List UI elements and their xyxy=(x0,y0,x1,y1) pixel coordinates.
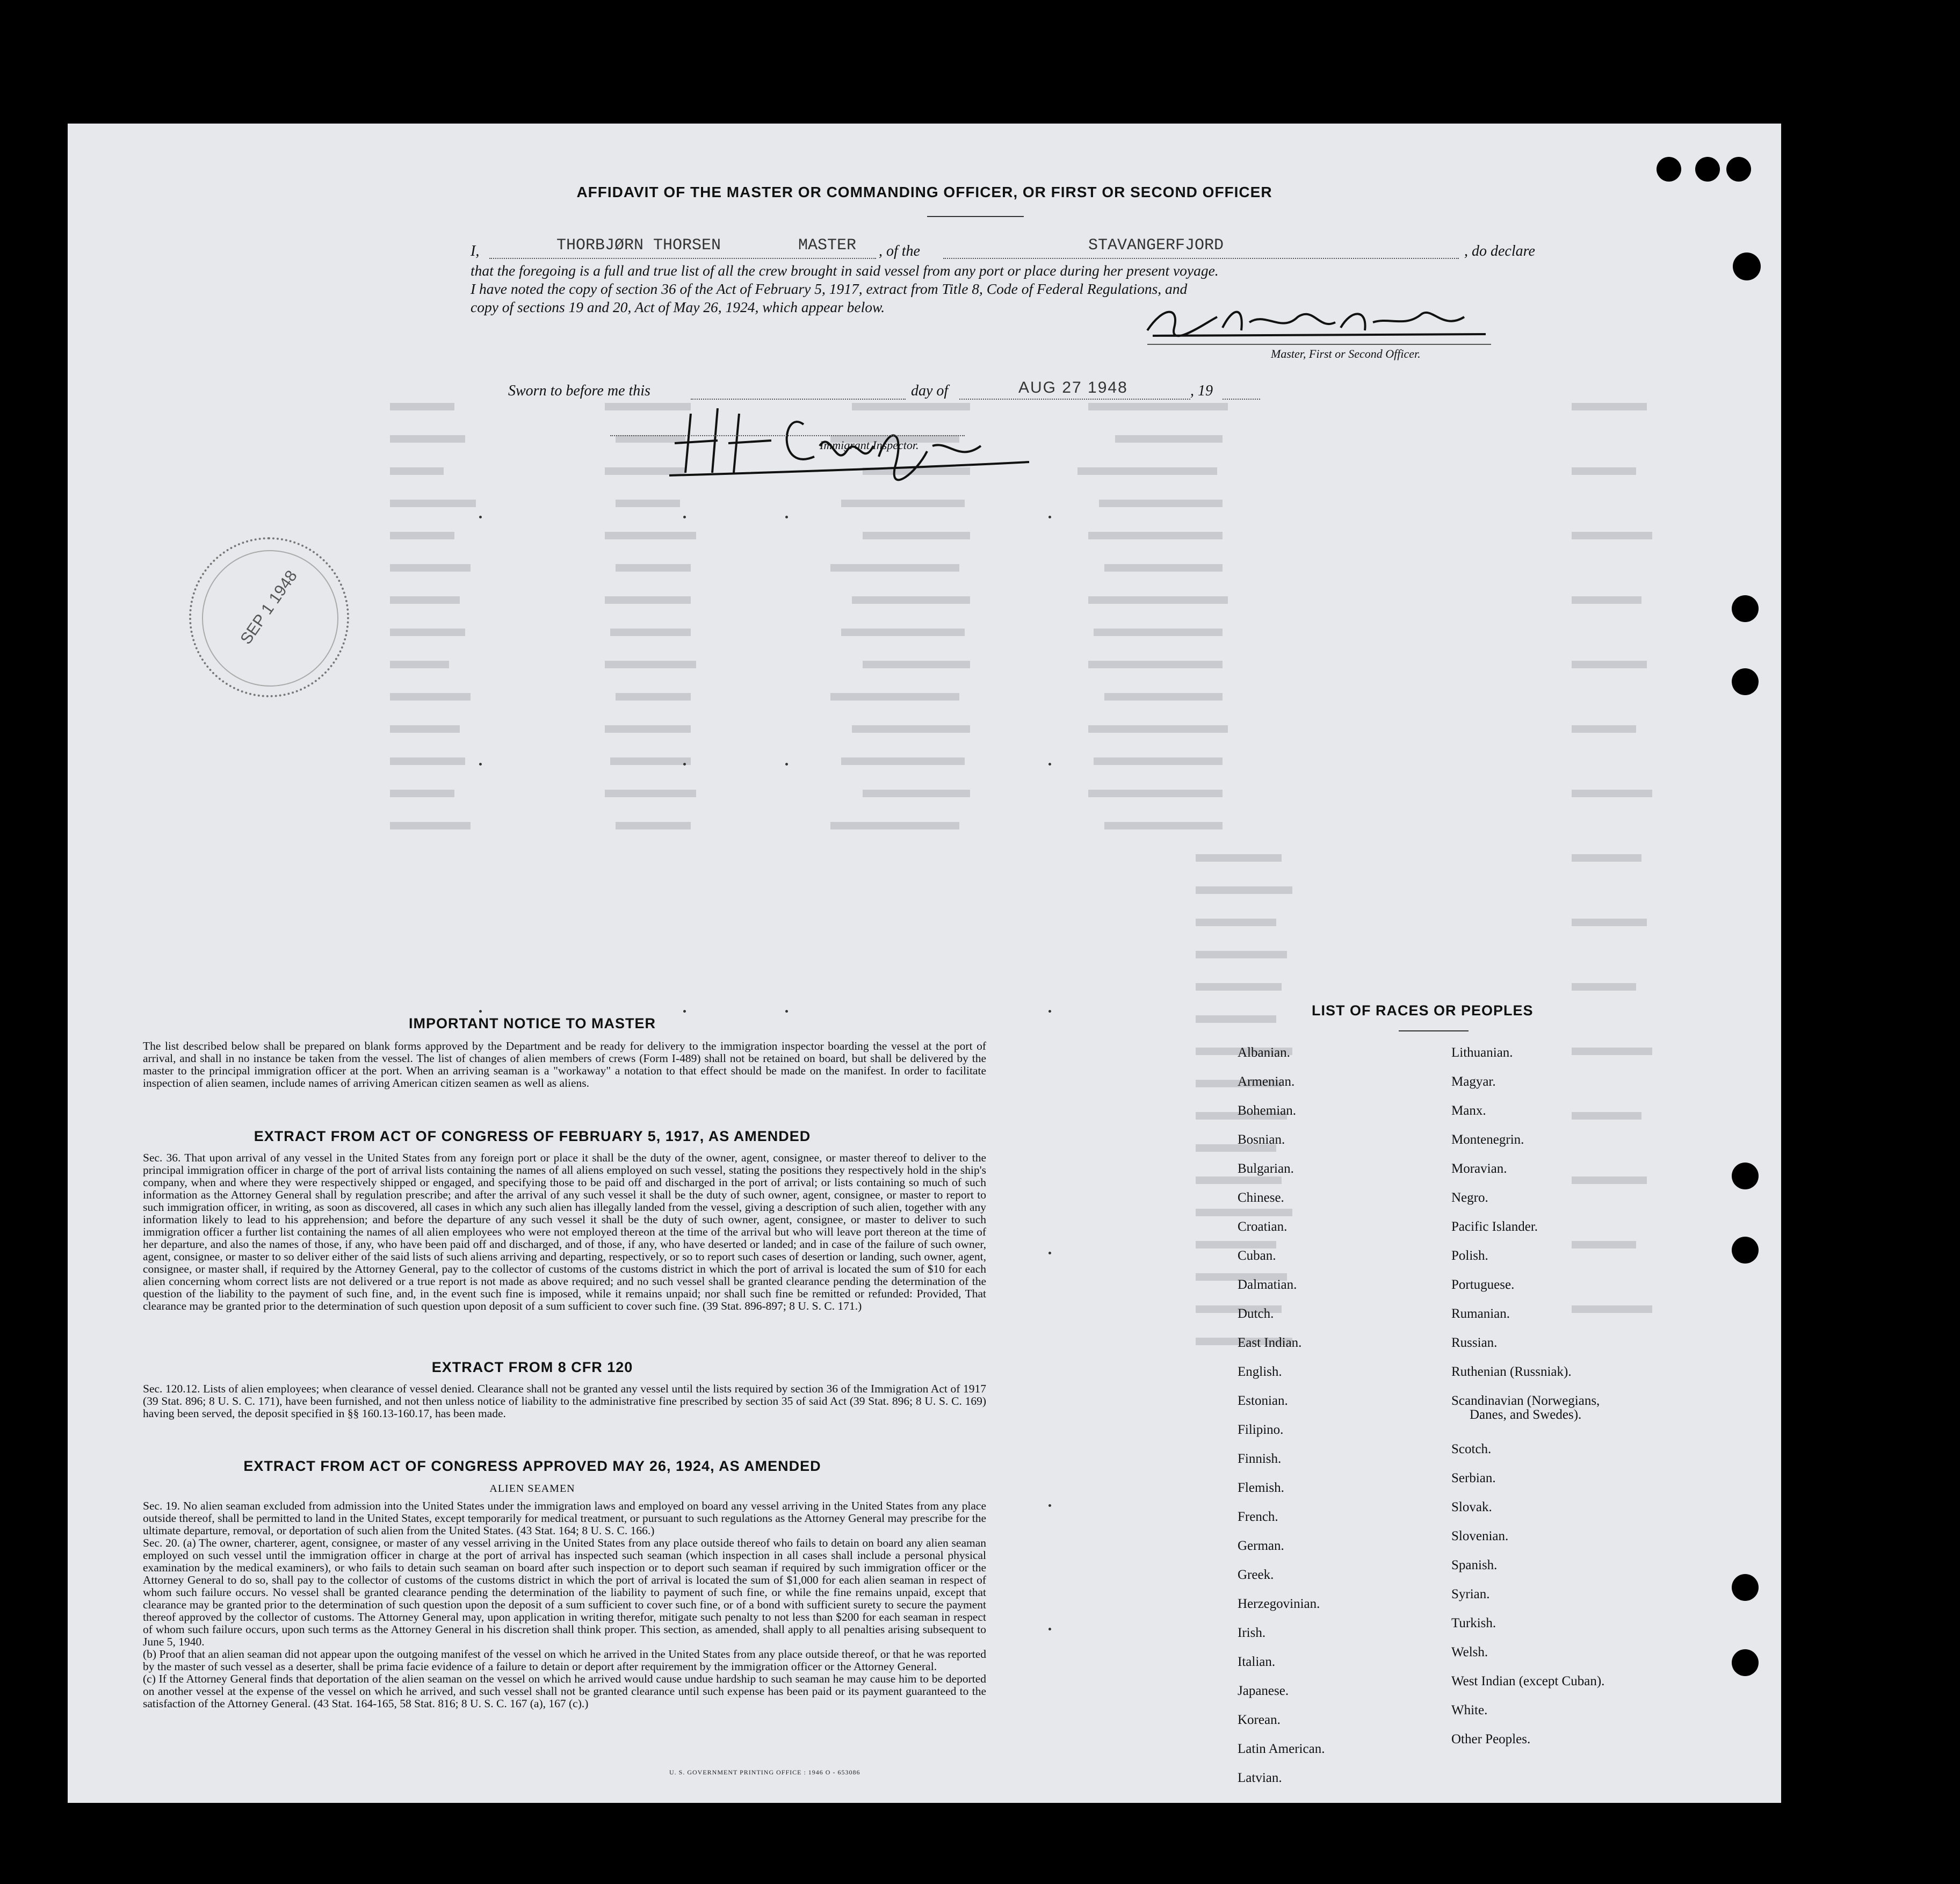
punch-hole xyxy=(1733,252,1761,280)
race-item: Spanish. xyxy=(1451,1558,1498,1572)
race-item: Turkish. xyxy=(1451,1616,1496,1630)
punch-hole xyxy=(1726,157,1751,182)
notice-text: The list described below shall be prepared on blank forms approved by the Department and be ready for delivery to the immigration inspector boarding the vessel at the port of arrival, and shall in no instance be taken from the vessel. The list of changes of alien members of crews (Form I-489) shall not be retained on board, but shall be delivered by the master to the principal immigration officer at the port. When an arriving seaman is a "workaway" a notation to that effect should be made on the manifest. In order to facilitate inspection of alien seamen, include names of arriving American citizen seamen as well as aliens. xyxy=(143,1040,986,1089)
ditto-mark xyxy=(1048,516,1051,518)
race-item: Russian. xyxy=(1451,1336,1498,1350)
of-the-label: , of the xyxy=(879,243,920,259)
race-item: West Indian (except Cuban). xyxy=(1451,1674,1605,1688)
ditto-mark xyxy=(785,516,788,518)
race-item: Rumanian. xyxy=(1451,1306,1510,1321)
sec-20b: (b) Proof that an alien seaman did not appear upon the outgoing manifest of the vessel on which he arrived in the United States from any place outside thereof, or that he was reported by the master of such vessel as a deserter, shall be prima facie evidence of a failure to detain or deport after requirement by the immigration officer or the Attorney General. xyxy=(143,1648,986,1673)
printing-office-footer: U. S. GOVERNMENT PRINTING OFFICE : 1946 O - 653086 xyxy=(669,1768,860,1776)
race-item: Portuguese. xyxy=(1451,1277,1515,1292)
race-item: Bohemian. xyxy=(1238,1103,1297,1118)
race-item: Polish. xyxy=(1451,1248,1488,1263)
extract-1917-text: Sec. 36. That upon arrival of any vessel in the United States from any foreign port or place it shall be the duty of the owner, agent, consignee, or master thereof to deliver to the principal immigration officer in charge of the port of arrival lists containing the names of all aliens employed on such vessel, stating the positions they respectively hold in the ship's company, when and where they were respectively shipped or engaged, and specifying those to be paid off and discharged in the port of arrival; or lists containing so much of such information as the Attorney General shall by regulation prescribe; and after the arrival of any such vessel it shall be the duty of such owner, agent, consignee, or master to report to such immigration officer, in writing, as soon as discovered, all cases in which any such alien has illegally landed from the vessel, giving a description of such alien, together with any information likely to lead to his apprehension; and before the departure of any such vessel it shall be the duty of such owner, agent, consignee, or master to deliver to such immigration officer a further list containing the names of all alien employees who were not employed thereon at the time of the arrival but who will leave port thereon at the time of her departure, and also the names of those, if any, who have been paid off and discharged, and of those, if any, who have deserted or landed; and in case of the failure of such owner, agent, consignee, or master to so deliver either of the said lists of such aliens arriving and departing, respectively, or so to report such cases of desertion or landing, such owner, agent, consignee, or master shall, if required by the Attorney General, pay to the collector of customs of the customs district in which the port of arrival is located the sum of $10 for each alien concerning whom correct lists are not delivered or a true report is not made as above required; and no such vessel shall be granted clearance pending the determination of the question of the liability to the payment of such fine, and, in the event such fine is imposed, while it remains unpaid; nor shall such fine be remitted or refunded: Provided, That clearance may be granted prior to the determination of such question upon deposit of a sum sufficient to cover such fine. (39 Stat. 896-897; 8 U. S. C. 171.) xyxy=(143,1151,986,1312)
race-item: Croatian. xyxy=(1238,1219,1288,1234)
extract-1924-subtitle: ALIEN SEAMEN xyxy=(489,1483,575,1495)
inspector-caption: Immigrant Inspector. xyxy=(820,438,919,452)
race-item: Slovak. xyxy=(1451,1500,1492,1514)
race-item: Scandinavian (Norwegians, xyxy=(1451,1394,1600,1408)
ditto-mark xyxy=(1048,1010,1051,1013)
ditto-mark xyxy=(479,1010,482,1013)
punch-hole xyxy=(1732,1237,1759,1264)
race-item: German. xyxy=(1238,1539,1284,1553)
ditto-mark xyxy=(785,1010,788,1013)
race-item: English. xyxy=(1238,1365,1282,1379)
sworn-label: Sworn to before me this xyxy=(508,382,650,399)
race-item: Finnish. xyxy=(1238,1452,1282,1466)
punch-hole xyxy=(1732,595,1759,622)
title-rule xyxy=(927,216,1024,217)
race-item: Filipino. xyxy=(1238,1423,1284,1437)
date-stamp: AUG 27 1948 xyxy=(1018,379,1128,396)
race-item: Greek. xyxy=(1238,1568,1274,1582)
notice-title: IMPORTANT NOTICE TO MASTER xyxy=(409,1015,656,1031)
vessel-line xyxy=(943,258,1459,259)
races-title: LIST OF RACES OR PEOPLES xyxy=(1312,1002,1534,1019)
manifest-page xyxy=(68,124,1781,1803)
affidavit-line-3: I have noted the copy of section 36 of the Act of February 5, 1917, extract from Title 8, Code of Federal Regulations, and xyxy=(471,280,1188,297)
race-item: Ruthenian (Russniak). xyxy=(1451,1365,1572,1379)
ditto-mark xyxy=(683,516,686,518)
punch-hole xyxy=(1732,1163,1759,1189)
extract-8cfr-text: Sec. 120.12. Lists of alien employees; when clearance of vessel denied. Clearance shall not be granted any vessel until the lists required by section 36 of the Immigration Act of 1917 (39 Stat. 896; 8 U. S. C. 171), have been furnished, and not then unless notice of liability to the administrative fine prescribed by section 35 of said Act (39 Stat. 896; 8 U. S. C. 169) having been served, the deposit specified in §§ 160.13-160.17, has been made. xyxy=(143,1382,986,1420)
race-item: Dutch. xyxy=(1238,1306,1274,1321)
race-item: Irish. xyxy=(1238,1626,1266,1640)
master-signature xyxy=(1142,301,1496,344)
receipt-stamp xyxy=(189,537,349,697)
race-item: Manx. xyxy=(1451,1103,1486,1118)
race-item: Flemish. xyxy=(1238,1481,1284,1495)
race-item: Welsh. xyxy=(1451,1645,1488,1659)
day-of-label: day of xyxy=(911,382,949,399)
sec-20c: (c) If the Attorney General finds that deportation of the alien seaman on the vessel on which he arrived would cause undue hardship to such seaman he may cause him to be deported on another vessel at the expense of the vessel on which he arrived, and such vessel shall not be granted clearance until such expense has been paid or its payment guaranteed to the satisfaction of the Attorney General. (43 Stat. 164-165, 58 Stat. 816; 8 U. S. C. 167 (a), 167 (c).) xyxy=(143,1672,986,1710)
stamp-date: SEP 1 1948 xyxy=(237,567,301,648)
ditto-mark xyxy=(479,763,482,766)
race-item: Italian. xyxy=(1238,1655,1276,1669)
ditto-mark xyxy=(683,1010,686,1013)
race-item: Other Peoples. xyxy=(1451,1732,1531,1746)
extract-1917-title: EXTRACT FROM ACT OF CONGRESS OF FEBRUARY 5, 1917, AS AMENDED xyxy=(254,1128,811,1144)
race-item: Cuban. xyxy=(1238,1248,1276,1263)
race-item: Negro. xyxy=(1451,1190,1488,1205)
race-item: Latin American. xyxy=(1238,1742,1325,1756)
race-item: Armenian. xyxy=(1238,1074,1295,1089)
do-declare-label: , do declare xyxy=(1464,243,1535,259)
extract-8cfr-title: EXTRACT FROM 8 CFR 120 xyxy=(431,1359,633,1375)
master-caption: Master, First or Second Officer. xyxy=(1271,347,1421,360)
year-line xyxy=(1223,399,1260,400)
race-item: Korean. xyxy=(1238,1713,1281,1727)
race-item: Slovenian. xyxy=(1451,1529,1509,1543)
race-item: Scotch. xyxy=(1451,1442,1492,1456)
punch-hole xyxy=(1695,157,1720,182)
vessel-name: STAVANGERFJORD xyxy=(1088,236,1224,255)
race-item: Magyar. xyxy=(1451,1074,1496,1089)
affidavit-i: I, xyxy=(471,243,480,259)
name-line xyxy=(489,258,876,259)
punch-hole xyxy=(1732,1574,1759,1601)
race-item: Lithuanian. xyxy=(1451,1045,1513,1060)
affidavit-line-4: copy of sections 19 and 20, Act of May 26, 1924, which appear below. xyxy=(471,299,885,315)
race-item: Dalmatian. xyxy=(1238,1277,1297,1292)
affidavit-title: AFFIDAVIT OF THE MASTER OR COMMANDING OFFICER, OR FIRST OR SECOND OFFICER xyxy=(576,184,1272,200)
ditto-mark xyxy=(1048,1628,1051,1630)
race-item: Chinese. xyxy=(1238,1190,1284,1205)
race-item: Pacific Islander. xyxy=(1451,1219,1538,1234)
extract-1924-title: EXTRACT FROM ACT OF CONGRESS APPROVED MAY 26, 1924, AS AMENDED xyxy=(243,1458,821,1474)
race-item: East Indian. xyxy=(1238,1336,1302,1350)
race-item: Latvian. xyxy=(1238,1771,1282,1785)
ditto-mark xyxy=(1048,1504,1051,1507)
races-rule xyxy=(1399,1030,1469,1031)
punch-hole xyxy=(1732,1649,1759,1676)
race-item: Montenegrin. xyxy=(1451,1132,1524,1147)
race-item: Moravian. xyxy=(1451,1161,1507,1176)
race-item: French. xyxy=(1238,1510,1278,1524)
ditto-mark xyxy=(1048,1252,1051,1254)
ditto-mark xyxy=(785,763,788,766)
race-item: Japanese. xyxy=(1238,1684,1289,1698)
race-item: White. xyxy=(1451,1703,1488,1717)
race-item: Serbian. xyxy=(1451,1471,1496,1485)
race-item: Estonian. xyxy=(1238,1394,1288,1408)
race-item: Syrian. xyxy=(1451,1587,1490,1601)
race-item: Herzegovinian. xyxy=(1238,1597,1320,1611)
race-item: Bosnian. xyxy=(1238,1132,1285,1147)
race-item: Albanian. xyxy=(1238,1045,1290,1060)
punch-hole xyxy=(1732,668,1759,695)
punch-hole xyxy=(1657,157,1681,182)
ditto-mark xyxy=(683,763,686,766)
year-label: , 19 xyxy=(1190,382,1213,399)
sec-19: Sec. 19. No alien seaman excluded from admission into the United States under the immigration laws and employed on board any vessel arriving in the United States from any place outside thereof, shall be permitted to land in the United States, except temporarily for medical treatment, or pursuant to such regulations as the Attorney General may prescribe for the ultimate departure, removal, or deportation of such alien from the United States. (43 Stat. 164; 8 U. S. C. 166.) xyxy=(143,1499,986,1537)
extract-1924-text xyxy=(143,1500,986,1710)
master-rank: MASTER xyxy=(798,236,857,255)
master-name: THORBJØRN THORSEN xyxy=(556,236,721,255)
inspector-sign-line xyxy=(610,435,965,436)
ditto-mark xyxy=(1048,763,1051,766)
affidavit-line-2: that the foregoing is a full and true list of all the crew brought in said vessel from any port or place during her present voyage. xyxy=(471,262,1219,279)
master-sign-line xyxy=(1147,344,1491,345)
sec-20a: Sec. 20. (a) The owner, charterer, agent, consignee, or master of any vessel arriving in the United States from any place outside thereof who fails to detain on board any alien seaman employed on such vessel until the immigration officer in charge at the port of arrival has inspected such seaman (which inspection in all cases shall include a personal physical examination by the medical examiners), or who fails to detain such seaman on board after such inspection or to deport such seaman if required by such immigration officer or the Attorney General to do so, shall pay to the collector of customs of the customs district in which the port of arrival is located the sum of $1,000 for each alien seaman in respect of whom such failure occurs. No vessel shall be granted clearance pending the determination of the liability to payment of such fine, or while the fine remains unpaid, except that clearance may be granted prior to the determination of such question upon the deposit of a sum sufficient to cover such fine, or of a bond with sufficient surety to secure the payment thereof approved by the collector of customs. The Attorney General may, upon application in writing therefor, mitigate such penalty to not less than $200 for each seaman in respect of whom such failure occurs, upon such terms as the Attorney General in his discretion shall think proper. This section, as amended, shall apply to all penalties arising subsequent to June 5, 1940. xyxy=(143,1536,986,1648)
race-item: Danes, and Swedes). xyxy=(1470,1407,1582,1422)
race-item: Bulgarian. xyxy=(1238,1161,1294,1176)
ditto-mark xyxy=(479,516,482,518)
